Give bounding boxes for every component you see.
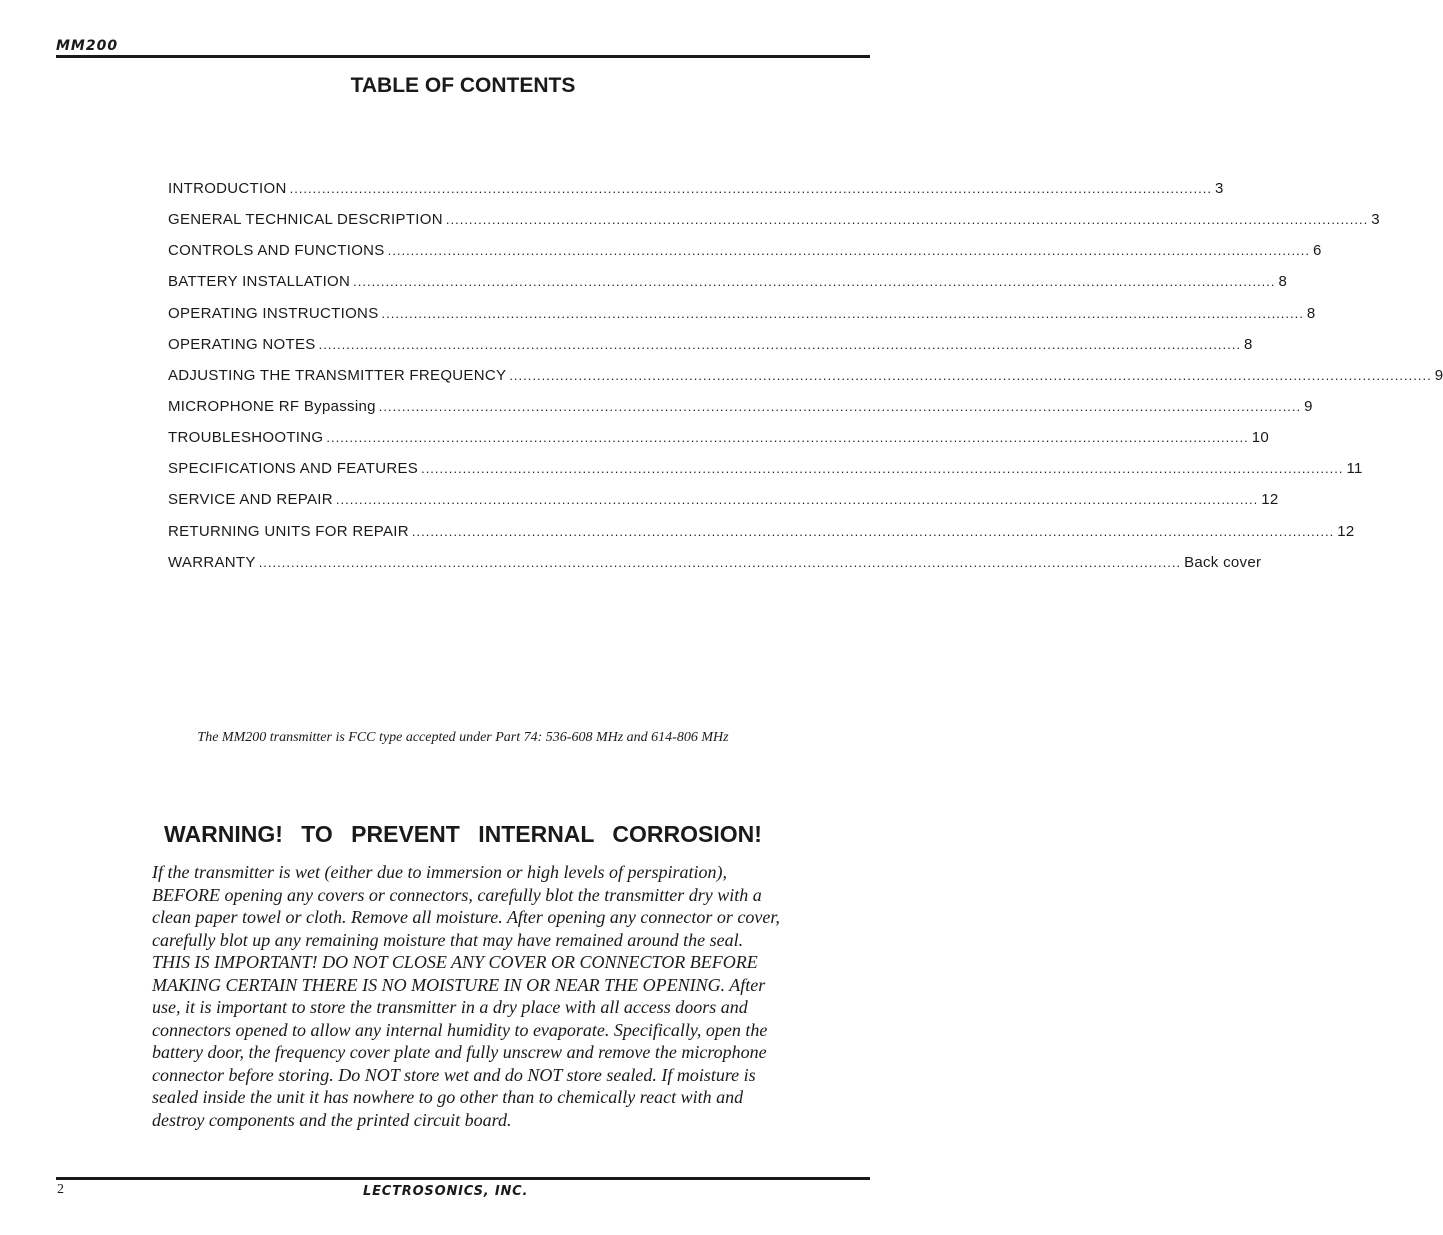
- header-rule: [56, 55, 870, 58]
- toc-dot-leader: ........................................................................................................................................................................................................: [335, 492, 1259, 508]
- toc-entry: [168, 429, 1270, 460]
- toc-entry: [168, 304, 1316, 336]
- toc-entry-page: 8: [1243, 335, 1253, 353]
- toc-entry-label: SERVICE AND REPAIR: [168, 491, 333, 509]
- toc-entry: [168, 491, 1279, 522]
- toc-dot-leader: ........................................................................................................................................................................................................: [411, 523, 1335, 539]
- warning-title: WARNING! TO PREVENT INTERNAL CORROSION!: [164, 821, 762, 847]
- toc-entry-label: TROUBLESHOOTING: [168, 429, 324, 447]
- footer-company-name: LECTROSONICS, INC.: [363, 1184, 529, 1199]
- warning-body: If the transmitter is wet (either due to immersion or high levels of perspiration), BEFORE opening any covers or connectors, carefully blot the transmitter dry with a clean paper towel or cloth. Remove all moisture. After opening any connector or cover, carefully blot up any remaining moisture that may have remained around the seal. THIS IS IMPORTANT! DO NOT CLOSE ANY COVER OR CONNECTOR BEFORE MAKING CERTAIN THERE IS NO MOISTURE IN OR NEAR THE OPENING. After use, it is important to store the transmitter in a dry place with all access doors and connectors opened to allow any internal humidity to evaporate. Specifically, open the battery door, the frequency cover plate and fully unscrew and remove the microphone connector before storing. Do NOT store wet and do NOT store sealed. If moisture is sealed inside the unit it has nowhere to go other than to chemically react with and destroy components and the printed circuit board.: [152, 862, 780, 1130]
- toc-dot-leader: ........................................................................................................................................................................................................: [318, 336, 1241, 352]
- toc-entry: [168, 335, 1253, 367]
- toc-entry-label: INTRODUCTION: [168, 180, 287, 197]
- toc-dot-leader: ........................................................................................................................................................................................................: [353, 274, 1276, 290]
- toc-dot-leader: ........................................................................................................................................................................................................: [387, 243, 1310, 259]
- toc-entry-page: 8: [1278, 273, 1288, 291]
- fcc-note: The MM200 transmitter is FCC type accepted under Part 74: 536-608 MHz and 614-806 MHz: [197, 730, 729, 745]
- toc-entry-label: SPECIFICATIONS AND FEATURES: [168, 460, 419, 478]
- toc-entry-page: 3: [1214, 180, 1224, 197]
- toc-entry: [168, 522, 1355, 554]
- header-model-name: MM200: [56, 38, 119, 54]
- toc-entry-label: OPERATING NOTES: [168, 335, 316, 353]
- toc-entry-page: 9: [1304, 397, 1313, 415]
- toc-entry-label: ADJUSTING THE TRANSMITTER FREQUENCY: [168, 366, 507, 384]
- toc-entry-label: BATTERY INSTALLATION: [168, 273, 351, 291]
- toc-entry-page: 12: [1261, 491, 1279, 509]
- toc-entry: [168, 366, 1443, 398]
- toc-dot-leader: ........................................................................................................................................................................................................: [509, 367, 1432, 383]
- toc-entry-page: 8: [1306, 304, 1316, 322]
- toc-dot-leader: ........................................................................................................................................................................................................: [445, 212, 1369, 228]
- toc-dot-leader: ........................................................................................................................................................................................................: [258, 554, 1182, 570]
- toc-entry-page: Back cover: [1184, 553, 1262, 571]
- toc-entry-page: 6: [1313, 242, 1322, 260]
- toc-dot-leader: ........................................................................................................................................................................................................: [289, 181, 1212, 196]
- toc-entry-label: RETURNING UNITS FOR REPAIR: [168, 522, 409, 540]
- page-number: 2: [57, 1182, 64, 1197]
- toc-entry-label: CONTROLS AND FUNCTIONS: [168, 242, 385, 260]
- toc-entry-label: MICROPHONE RF Bypassing: [168, 397, 376, 415]
- toc-entry: [168, 242, 1322, 273]
- toc-dot-leader: ........................................................................................................................................................................................................: [378, 398, 1302, 414]
- table-of-contents: [168, 180, 1443, 585]
- toc-entry-page: 10: [1251, 429, 1270, 447]
- footer-rule: [56, 1177, 870, 1180]
- toc-entry-label: GENERAL TECHNICAL DESCRIPTION: [168, 211, 443, 229]
- toc-dot-leader: ........................................................................................................................................................................................................: [326, 430, 1249, 446]
- toc-entry: [168, 553, 1262, 585]
- toc-dot-leader: ........................................................................................................................................................................................................: [421, 461, 1344, 477]
- toc-entry: [168, 273, 1288, 304]
- toc-entry: [168, 460, 1363, 491]
- toc-entry-label: WARRANTY: [168, 553, 256, 571]
- toc-entry: [168, 397, 1313, 429]
- toc-entry-label: OPERATING INSTRUCTIONS: [168, 304, 379, 322]
- toc-entry: [168, 211, 1380, 242]
- toc-entry-page: 3: [1371, 211, 1380, 229]
- toc-entry-page: 12: [1337, 522, 1355, 540]
- toc-entry-page: 9: [1434, 366, 1443, 384]
- toc-entry-page: 11: [1346, 460, 1363, 478]
- toc-entry: [168, 180, 1224, 211]
- toc-title: TABLE OF CONTENTS: [350, 74, 576, 97]
- toc-dot-leader: ........................................................................................................................................................................................................: [381, 305, 1304, 321]
